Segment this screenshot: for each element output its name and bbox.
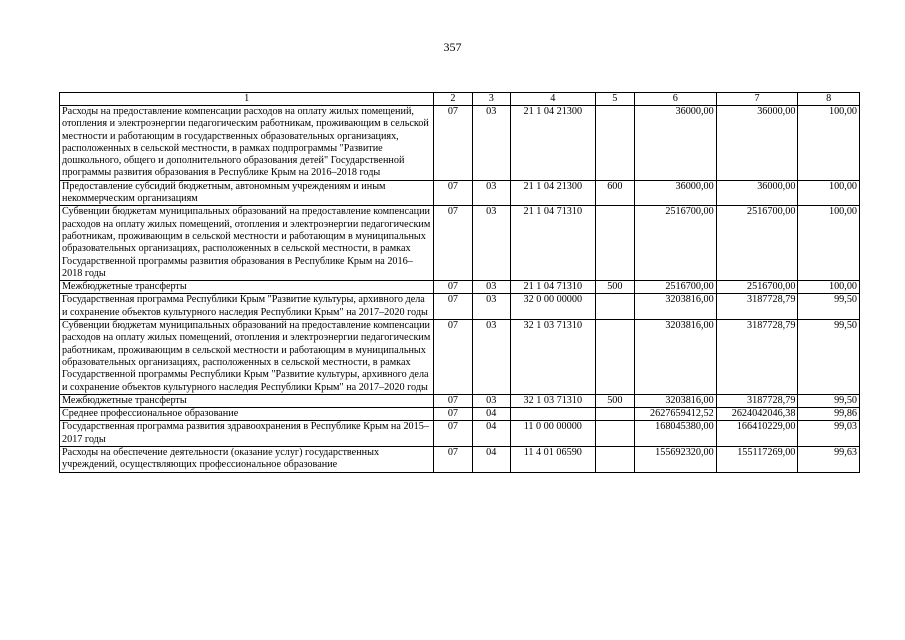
row-expense-type <box>595 294 634 320</box>
row-target-code: 21 1 04 21300 <box>510 106 595 181</box>
row-target-code: 32 1 03 71310 <box>510 394 595 407</box>
row-percent: 99,63 <box>798 447 860 473</box>
column-header: 2 <box>434 93 472 106</box>
row-name: Государственная программа развития здравоохранения в Республике Крым на 2015–2017 годы <box>60 421 434 447</box>
row-name: Субвенции бюджетам муниципальных образований на предоставление компенсации расходов на оплату жилых помещений, отопления и электроэнергии педагогическим работникам, проживающим в сельской местности и работающим в муниципальных образовательных организациях, расположенных в сельской местности, в рамках Государственной программы Республики Крым "Развитие культуры, архивного дела и сохранение объектов культурного наследия Республики Крым" на 2017–2020 годы <box>60 320 434 395</box>
row-section: 07 <box>434 281 472 294</box>
row-name: Межбюджетные трансферты <box>60 394 434 407</box>
column-header: 6 <box>635 93 717 106</box>
row-expense-type: 500 <box>595 394 634 407</box>
table-row <box>60 206 860 281</box>
column-header: 5 <box>595 93 634 106</box>
row-percent: 100,00 <box>798 180 860 206</box>
row-percent: 100,00 <box>798 206 860 281</box>
row-section: 07 <box>434 408 472 421</box>
row-planned: 2627659412,52 <box>635 408 717 421</box>
table-row <box>60 394 860 407</box>
row-executed: 3187728,79 <box>716 320 798 395</box>
row-expense-type <box>595 320 634 395</box>
row-executed: 36000,00 <box>716 180 798 206</box>
row-name: Расходы на предоставление компенсации расходов на оплату жилых помещений, отопления и электроэнергии педагогическим работникам, проживающим в сельской местности и работающим в государственных образовательных организациях, расположенных в сельской местности, в рамках подпрограммы "Развитие дошкольного, общего и дополнительного образования детей" Государственной программы развития образования в Республике Крым на 2016–2018 годы <box>60 106 434 181</box>
table-row <box>60 106 860 181</box>
row-section: 07 <box>434 447 472 473</box>
row-subsection: 03 <box>472 206 510 281</box>
table-row <box>60 180 860 206</box>
row-target-code: 11 4 01 06590 <box>510 447 595 473</box>
row-executed: 2516700,00 <box>716 281 798 294</box>
row-section: 07 <box>434 394 472 407</box>
row-planned: 2516700,00 <box>635 206 717 281</box>
row-expense-type <box>595 421 634 447</box>
table-row <box>60 320 860 395</box>
row-name: Среднее профессиональное образование <box>60 408 434 421</box>
row-target-code: 32 0 00 00000 <box>510 294 595 320</box>
table-row <box>60 447 860 473</box>
row-expense-type <box>595 408 634 421</box>
row-executed: 155117269,00 <box>716 447 798 473</box>
row-executed: 36000,00 <box>716 106 798 181</box>
row-subsection: 03 <box>472 180 510 206</box>
row-target-code: 21 1 04 21300 <box>510 180 595 206</box>
row-percent: 99,86 <box>798 408 860 421</box>
row-subsection: 03 <box>472 320 510 395</box>
row-section: 07 <box>434 106 472 181</box>
row-target-code: 32 1 03 71310 <box>510 320 595 395</box>
row-expense-type: 600 <box>595 180 634 206</box>
row-section: 07 <box>434 294 472 320</box>
row-name: Межбюджетные трансферты <box>60 281 434 294</box>
row-planned: 155692320,00 <box>635 447 717 473</box>
row-percent: 99,03 <box>798 421 860 447</box>
table-row <box>60 421 860 447</box>
column-header: 1 <box>60 93 434 106</box>
row-expense-type <box>595 206 634 281</box>
row-subsection: 04 <box>472 421 510 447</box>
row-target-code <box>510 408 595 421</box>
row-subsection: 03 <box>472 281 510 294</box>
row-planned: 3203816,00 <box>635 294 717 320</box>
row-percent: 100,00 <box>798 106 860 181</box>
row-target-code: 11 0 00 00000 <box>510 421 595 447</box>
row-executed: 3187728,79 <box>716 294 798 320</box>
row-section: 07 <box>434 206 472 281</box>
row-name: Государственная программа Республики Крым "Развитие культуры, архивного дела и сохранение объектов культурного наследия Республики Крым" на 2017–2020 годы <box>60 294 434 320</box>
row-subsection: 04 <box>472 447 510 473</box>
row-target-code: 21 1 04 71310 <box>510 281 595 294</box>
row-executed: 3187728,79 <box>716 394 798 407</box>
row-expense-type <box>595 447 634 473</box>
row-target-code: 21 1 04 71310 <box>510 206 595 281</box>
row-name: Расходы на обеспечение деятельности (оказание услуг) государственных учреждений, осуществляющих профессиональное образование <box>60 447 434 473</box>
row-planned: 3203816,00 <box>635 394 717 407</box>
row-expense-type <box>595 106 634 181</box>
column-header: 3 <box>472 93 510 106</box>
header-row <box>60 93 860 106</box>
budget-table <box>59 92 860 473</box>
row-percent: 99,50 <box>798 294 860 320</box>
row-subsection: 03 <box>472 106 510 181</box>
row-planned: 2516700,00 <box>635 281 717 294</box>
row-percent: 99,50 <box>798 320 860 395</box>
table-row <box>60 408 860 421</box>
table-row <box>60 281 860 294</box>
column-header: 4 <box>510 93 595 106</box>
row-subsection: 03 <box>472 294 510 320</box>
row-section: 07 <box>434 421 472 447</box>
column-header: 8 <box>798 93 860 106</box>
row-planned: 168045380,00 <box>635 421 717 447</box>
row-percent: 100,00 <box>798 281 860 294</box>
row-subsection: 03 <box>472 394 510 407</box>
row-planned: 36000,00 <box>635 106 717 181</box>
column-header: 7 <box>716 93 798 106</box>
row-section: 07 <box>434 320 472 395</box>
row-planned: 3203816,00 <box>635 320 717 395</box>
row-percent: 99,50 <box>798 394 860 407</box>
row-executed: 2624042046,38 <box>716 408 798 421</box>
row-section: 07 <box>434 180 472 206</box>
row-name: Субвенции бюджетам муниципальных образований на предоставление компенсации расходов на оплату жилых помещений, отопления и электроэнергии педагогическим работникам, проживающим в сельской местности и работающим в муниципальных образовательных организациях, расположенных в сельской местности, в рамках Государственной программы развития образования в Республике Крым на 2016–2018 годы <box>60 206 434 281</box>
row-executed: 2516700,00 <box>716 206 798 281</box>
row-name: Предоставление субсидий бюджетным, автономным учреждениям и иным некоммерческим организациям <box>60 180 434 206</box>
row-expense-type: 500 <box>595 281 634 294</box>
table-row <box>60 294 860 320</box>
row-executed: 166410229,00 <box>716 421 798 447</box>
row-planned: 36000,00 <box>635 180 717 206</box>
page-number: 357 <box>443 40 462 54</box>
row-subsection: 04 <box>472 408 510 421</box>
